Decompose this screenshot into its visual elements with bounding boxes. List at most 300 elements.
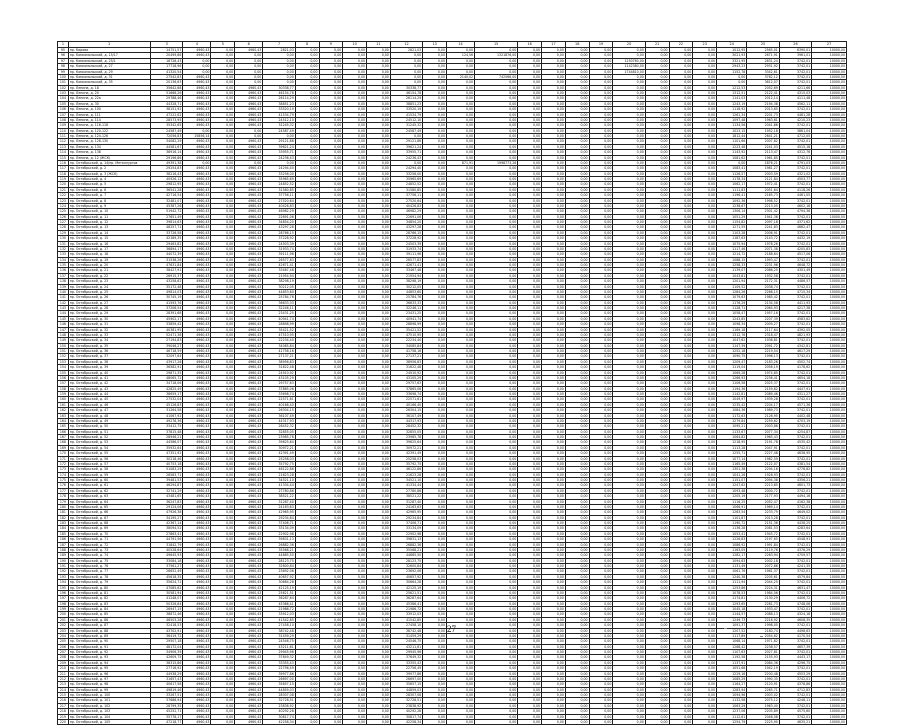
value-cell: 0,00 [693,580,717,585]
value-cell: 0,00 [367,214,391,219]
value-cell: 0,00 [423,418,447,423]
value-cell: 0,00 [589,418,613,423]
value-cell: 0,00 [693,510,717,515]
column-number: 11 [367,42,391,48]
value-cell: 0,00 [211,332,235,337]
value-cell: 0,00 [589,488,613,493]
value-cell: 0,00 [319,375,343,380]
value-cell: 0,00 [613,467,645,472]
value-cell: 0,00 [565,139,589,144]
value-cell: 33467,48 [390,268,422,273]
value-cell: 0,00 [211,397,235,402]
value-cell: 0,00 [319,601,343,606]
value-cell: 0,00 [669,451,693,456]
value-cell: 4411,93 [779,300,811,305]
value-cell: 0,00 [669,365,693,370]
value-cell: 3742,01 [779,650,811,655]
value-cell: 35421,52 [390,327,422,332]
value-cell: 4217,38 [779,306,811,311]
value-cell: 0,00 [343,101,367,106]
value-cell: 0,00 [295,585,319,590]
address-cell: пр. Октябрьский, д. 36 [68,349,150,354]
value-cell: 0,00 [645,429,669,434]
value-cell: 1998,52 [747,198,779,203]
value-cell: 0,00 [446,397,474,402]
row-number: 122 [58,193,69,198]
value-cell: 0,00 [565,451,589,456]
value-cell: 2821,03 [390,48,422,53]
value-cell: 0,00 [343,155,367,160]
value-cell: 0,00 [343,327,367,332]
value-cell: 4617,29 [779,349,811,354]
value-cell: 10000,00 [812,397,847,402]
value-cell: 0,00 [423,547,447,552]
value-cell: 0,00 [367,569,391,574]
value-cell: 0,00 [542,370,566,375]
value-cell: 45387,26 [150,203,182,208]
value-cell: 4960,43 [235,322,263,327]
value-cell: 4601,73 [779,483,811,488]
column-number: 3 [150,42,182,48]
value-cell: 34085,84 [263,343,295,348]
value-cell: 1147,39 [717,343,747,348]
value-cell: 0,00 [645,166,669,171]
value-cell: 0,00 [367,397,391,402]
address-cell: пр. Октябрьский, д. 44 [68,392,150,397]
value-cell: 0,00 [319,123,343,128]
value-cell: 0,00 [367,198,391,203]
value-cell: 0,00 [423,306,447,311]
value-cell: 0,00 [645,601,669,606]
value-cell: 0,00 [475,445,518,450]
value-cell: 0,00 [475,48,518,53]
value-cell: 33084,18 [150,558,182,563]
value-cell: 0,00 [542,338,566,343]
value-cell: 0,00 [343,306,367,311]
value-cell: 0,00 [589,515,613,520]
row-number: 101 [58,80,69,85]
value-cell: 0,00 [613,316,645,321]
value-cell: 4960,43 [183,413,211,418]
value-cell: 37206,54 [150,306,182,311]
value-cell: 0,00 [565,445,589,450]
value-cell: 0,00 [367,504,391,509]
value-cell: 0,00 [343,504,367,509]
address-cell: пр. Октябрьский, д. 7 [68,193,150,198]
value-cell: 0,00 [565,69,589,74]
value-cell: 10000,00 [812,53,847,58]
value-cell: 44581,67 [150,144,182,149]
value-cell: 0,00 [693,48,717,53]
value-cell: 0,00 [446,343,474,348]
value-cell: 36419,72 [150,633,182,638]
row-number: 108 [58,117,69,122]
value-cell: 2044,25 [747,580,779,585]
value-cell: 0,00 [645,612,669,617]
value-cell: 0,00 [319,521,343,526]
value-cell: 0,00 [295,666,319,671]
value-cell: 0,00 [613,354,645,359]
value-cell: 40292,28 [263,709,295,714]
value-cell: 0,00 [645,424,669,429]
value-cell: 0,00 [613,676,645,681]
value-cell: 0,00 [645,332,669,337]
value-cell: 0,00 [669,639,693,644]
value-cell: 0,00 [589,698,613,703]
value-cell: 2081,53 [747,526,779,531]
value-cell: 0,00 [542,402,566,407]
value-cell: 3742,01 [779,424,811,429]
value-cell: 0,00 [589,177,613,182]
value-cell: 0,00 [423,112,447,117]
value-cell: 0,00 [343,386,367,391]
value-cell: 0,00 [423,354,447,359]
value-cell: 1928,93 [747,472,779,477]
value-cell: 0,00 [367,257,391,262]
value-cell: 0,00 [183,128,211,133]
value-cell: 24587,49 [150,128,182,133]
value-cell: 0,00 [565,386,589,391]
value-cell: 0,00 [518,257,542,262]
value-cell: 1174,81 [717,596,747,601]
column-number: 7 [263,42,295,48]
value-cell: 0,00 [211,214,235,219]
value-cell: 0,00 [669,623,693,628]
value-cell: 0,00 [423,703,447,708]
value-cell: 4960,43 [183,499,211,504]
value-cell: 4960,43 [235,338,263,343]
value-cell: 4960,43 [235,435,263,440]
value-cell: 4960,43 [235,558,263,563]
row-number: 209 [58,660,69,665]
value-cell: 48172,04 [150,644,182,649]
value-cell: 0,00 [542,220,566,225]
value-cell: 0,00 [645,177,669,182]
value-cell: 1075,94 [717,241,747,246]
value-cell: 0,00 [343,709,367,714]
value-cell: 0,00 [518,456,542,461]
value-cell: 2565,01 [747,48,779,53]
value-cell: 0,00 [589,494,613,499]
value-cell: 0,00 [565,461,589,466]
value-cell: 0,00 [565,526,589,531]
value-cell: 0,00 [589,273,613,278]
value-cell: 0,00 [211,182,235,187]
value-cell: 0,00 [693,332,717,337]
value-cell: 4960,43 [235,617,263,622]
value-cell: 0,00 [295,134,319,139]
value-cell: 2119,76 [747,547,779,552]
value-cell: 0,00 [295,171,319,176]
value-cell: 0,00 [475,397,518,402]
value-cell: 0,00 [518,53,542,58]
value-cell: 4960,43 [235,714,263,719]
value-cell: 0,00 [693,623,717,628]
value-cell: 0,00 [645,510,669,515]
value-cell: 0,00 [693,553,717,558]
value-cell: 0,00 [343,295,367,300]
value-cell: 10000,00 [812,633,847,638]
value-cell: 0,00 [565,456,589,461]
value-cell: 0,00 [565,177,589,182]
value-cell: 0,00 [542,547,566,552]
value-cell: 0,00 [295,58,319,63]
value-cell: 0,00 [367,607,391,612]
value-cell: 3742,01 [779,714,811,719]
value-cell: 0,00 [518,676,542,681]
value-cell: 0,00 [475,375,518,380]
value-cell: 0,00 [589,327,613,332]
value-cell: 0,00 [475,225,518,230]
value-cell: 0,00 [693,392,717,397]
value-cell: 0,00 [542,472,566,477]
value-cell: 0,00 [343,542,367,547]
value-cell: 1047,62 [717,338,747,343]
value-cell: 4248,11 [779,698,811,703]
value-cell: 0,00 [613,311,645,316]
value-cell: 0,00 [693,596,717,601]
value-cell: 1098,34 [717,322,747,327]
value-cell: 4241,35 [779,564,811,569]
value-cell: 72056,83 [150,134,182,139]
value-cell: 0,00 [613,499,645,504]
value-cell: 0,00 [589,596,613,601]
value-cell: 4960,43 [235,703,263,708]
value-cell: 0,00 [343,354,367,359]
value-cell: 0,00 [669,53,693,58]
value-cell: 0,00 [446,714,474,719]
value-cell: 4960,43 [183,521,211,526]
value-cell: 0,00 [669,182,693,187]
value-cell: 0,00 [423,526,447,531]
value-cell: 26577,83 [390,257,422,262]
value-cell: 0,00 [446,246,474,251]
value-cell: 4960,43 [235,408,263,413]
value-cell: 0,00 [367,187,391,192]
value-cell: 0,00 [613,263,645,268]
value-cell: 0,00 [475,435,518,440]
value-cell: 0,00 [542,650,566,655]
value-cell: 0,00 [295,268,319,273]
value-cell: 4960,43 [183,526,211,531]
value-cell: 0,00 [565,263,589,268]
value-cell: 4960,43 [183,402,211,407]
value-cell: 42716,54 [150,193,182,198]
value-cell: 0,00 [475,666,518,671]
value-cell: 0,00 [343,381,367,386]
value-cell: 43105,29 [390,375,422,380]
value-cell: 0,00 [669,617,693,622]
value-cell: 0,00 [542,375,566,380]
value-cell: 30817,74 [390,714,422,719]
value-cell: 10000,00 [812,322,847,327]
value-cell: 0,00 [589,123,613,128]
row-number: 190 [58,558,69,563]
value-cell: 0,00 [367,719,391,724]
value-cell: 0,00 [693,241,717,246]
value-cell: 4960,43 [235,386,263,391]
value-cell: 0,00 [669,166,693,171]
value-cell: 4960,43 [235,585,263,590]
value-cell: 0,00 [613,526,645,531]
value-cell: 0,00 [446,316,474,321]
row-number: 151 [58,349,69,354]
value-cell: 0,00 [669,612,693,617]
value-cell: 0,00 [319,467,343,472]
value-cell: 0,00 [669,719,693,724]
value-cell: 0,00 [693,64,717,69]
value-cell: 0,00 [542,617,566,622]
value-cell: 0,00 [319,639,343,644]
value-cell: 0,00 [423,300,447,305]
row-number: 161 [58,402,69,407]
row-number: 176 [58,483,69,488]
value-cell: 0,00 [565,483,589,488]
value-cell: 28123,75 [390,558,422,563]
value-cell: 0,00 [295,101,319,106]
value-cell: 0,00 [475,295,518,300]
value-cell: 0,00 [669,521,693,526]
value-cell: 0,00 [423,203,447,208]
value-cell: 0,00 [446,574,474,579]
address-cell: пр. Октябрьский, д. 74 [68,553,150,558]
value-cell: 0,00 [343,171,367,176]
value-cell: 4960,43 [235,402,263,407]
value-cell: 0,00 [565,74,589,79]
value-cell: 0,00 [589,220,613,225]
value-cell: 40292,28 [390,709,422,714]
value-cell: 4960,43 [183,150,211,155]
value-cell: 4960,43 [235,284,263,289]
value-cell: 0,00 [669,96,693,101]
value-cell: 0,00 [565,64,589,69]
value-cell: 0,00 [319,628,343,633]
value-cell: 0,00 [645,370,669,375]
value-cell: 0,00 [319,392,343,397]
value-cell: 0,00 [613,580,645,585]
row-number: 174 [58,472,69,477]
value-cell: 0,00 [423,633,447,638]
value-cell: 0,00 [367,327,391,332]
value-cell: 0,00 [423,408,447,413]
value-cell: 0,00 [446,612,474,617]
value-cell: 0,00 [565,510,589,515]
value-cell: 0,00 [475,698,518,703]
address-cell: пр. Октябрьский, д. 40 [68,370,150,375]
row-number: 150 [58,343,69,348]
value-cell: 0,00 [235,69,263,74]
value-cell: 0,00 [211,596,235,601]
value-cell: 0,00 [446,402,474,407]
row-number: 172 [58,461,69,466]
value-cell: 0,00 [518,531,542,536]
value-cell: 27532,04 [150,397,182,402]
value-cell: 4715,34 [779,289,811,294]
value-cell: 0,00 [423,698,447,703]
value-cell: 1240,38 [717,574,747,579]
value-cell: 0,00 [645,289,669,294]
value-cell: 0,00 [669,144,693,149]
value-cell: 0,00 [645,580,669,585]
row-number: 98 [58,64,69,69]
value-cell: 47510,95 [263,332,295,337]
value-cell: 0,00 [211,279,235,284]
value-cell: 0,00 [645,284,669,289]
value-cell: 0,00 [613,80,645,85]
value-cell: 0,00 [343,499,367,504]
value-cell: 0,00 [343,671,367,676]
value-cell: 0,00 [343,655,367,660]
value-cell: 0,00 [669,263,693,268]
value-cell: 0,00 [423,139,447,144]
value-cell: 0,00 [613,569,645,574]
row-number: 163 [58,413,69,418]
value-cell: 0,00 [295,574,319,579]
value-cell: 0,00 [565,392,589,397]
value-cell: 32855,05 [390,429,422,434]
address-cell: пр. Октябрьский, д. 102 [68,703,150,708]
address-cell: пр. Октябрьский, д. 72 [68,542,150,547]
value-cell: 2009,27 [747,322,779,327]
value-cell: 0,00 [693,289,717,294]
value-cell: 0,00 [343,644,367,649]
value-cell: 0,00 [669,123,693,128]
value-cell: 0,00 [475,359,518,364]
value-cell: 0,00 [423,123,447,128]
row-number: 130 [58,236,69,241]
value-cell: 0,00 [423,580,447,585]
value-cell: 4324,18 [779,612,811,617]
value-cell: 0,00 [589,263,613,268]
value-cell: 0,00 [423,381,447,386]
value-cell: 0,00 [542,343,566,348]
value-cell: 1142,81 [717,392,747,397]
value-cell: 4960,43 [235,381,263,386]
value-cell: 0,00 [613,112,645,117]
value-cell: 1933,47 [747,607,779,612]
value-cell: 4579,84 [779,574,811,579]
value-cell: 0,00 [669,209,693,214]
value-cell: 24236,43 [263,155,295,160]
value-cell: 1083,41 [717,166,747,171]
value-cell: 0,00 [423,69,447,74]
value-cell: 4960,43 [235,445,263,450]
value-cell: 0,00 [319,263,343,268]
value-cell: 0,00 [446,445,474,450]
value-cell: 0,00 [693,472,717,477]
value-cell: 0,00 [589,467,613,472]
value-cell: 33520,19 [390,107,422,112]
value-cell: 2056,19 [747,365,779,370]
value-cell: 0,00 [669,472,693,477]
value-cell: 0,00 [565,166,589,171]
value-cell: 0,00 [235,160,263,165]
value-cell: 10000,00 [812,69,847,74]
value-cell: 29254,83 [150,166,182,171]
value-cell: 0,00 [423,504,447,509]
value-cell: 0,00 [295,429,319,434]
value-cell: 0,00 [423,676,447,681]
value-cell: 0,00 [669,370,693,375]
value-cell: 2097,18 [747,220,779,225]
value-cell: 0,00 [645,494,669,499]
value-cell: 10000,00 [812,284,847,289]
address-cell: пр. Октябрьский, д. 70 [68,531,150,536]
value-cell: 38956,83 [263,359,295,364]
value-cell: 2183,26 [747,359,779,364]
value-cell: 0,00 [475,478,518,483]
value-cell: 4960,43 [235,451,263,456]
